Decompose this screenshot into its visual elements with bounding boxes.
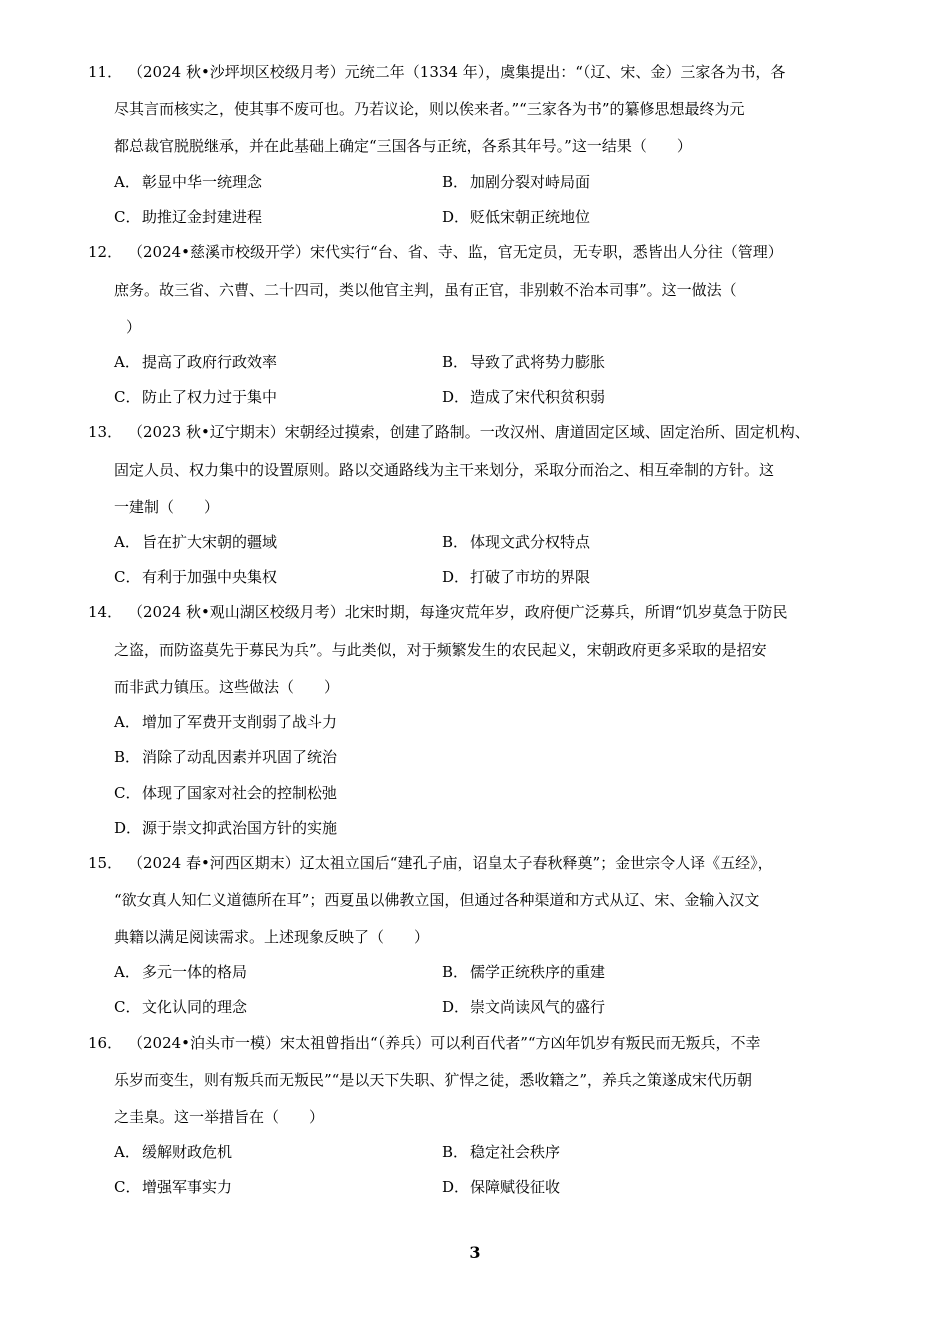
question-number: 11． [88,63,123,81]
option-b[interactable]: B． 稳定社会秩序 [442,1143,561,1161]
option-c[interactable]: C． 文化认同的理念 [114,998,248,1016]
question-text-line: （2024 秋•观山湖区校级月考）北宋时期，每逢灾荒年岁，政府便广泛募兵，所谓“饥岁莫急于防民 [128,603,788,621]
question-number: 13． [88,423,123,441]
question-text-line: （2024 春•河西区期末）辽太祖立国后“建孔子庙，诏皇太子春秋释奠”；金世宗令人译《五经》， [128,854,773,872]
option-d[interactable]: D．打破了市坊的界限 [442,568,591,586]
page-number: 3 [469,1243,481,1262]
option-b[interactable]: B． 导致了武将势力膨胀 [442,353,606,371]
option-a[interactable]: A． 旨在扩大宋朝的疆域 [114,533,278,551]
question-text-line: （2024•泊头市一模）宋太祖曾指出“（养兵）可以利百代者”“方凶年饥岁有叛民而无叛兵，不幸 [128,1034,761,1052]
option-c[interactable]: C． 增强军事实力 [114,1178,233,1196]
option-a[interactable]: A． 提高了政府行政效率 [114,353,278,371]
question-text-line: （2024 秋•沙坪坝区校级月考）元统二年（1334 年），虞集提出：“（辽、宋、金）三家各为书，各 [128,63,786,81]
question-number: 12． [88,243,123,261]
option-d[interactable]: D．造成了宋代积贫积弱 [442,388,606,406]
question-number: 15． [88,854,123,872]
question-number: 14． [88,603,123,621]
question-number: 16． [88,1034,123,1052]
question-text-line: （2024•慈溪市校级开学）宋代实行“台、省、寺、监，官无定员，无专职，悉皆出人分往（管理） [128,243,783,261]
option-d[interactable]: D．保障赋役征收 [442,1178,561,1196]
question-text-line: 乐岁而变生，则有叛兵而无叛民”“是以天下失职、犷悍之徒，悉收籍之”，养兵之策遂成宋代历朝 [114,1071,753,1089]
option-c[interactable]: C． 体现了国家对社会的控制松弛 [114,784,338,802]
option-c[interactable]: C． 防止了权力过于集中 [114,388,278,406]
question-text-line: 而非武力镇压。这些做法（ ） [114,678,340,696]
option-b[interactable]: B． 儒学正统秩序的重建 [442,963,606,981]
option-a[interactable]: A． 缓解财政危机 [114,1143,233,1161]
option-c[interactable]: C． 助推辽金封建进程 [114,208,263,226]
question-text-line: 庶务。故三省、六曹、二十四司，类以他官主判，虽有正官，非别敕不治本司事”。这一做法（ [114,281,737,299]
option-b[interactable]: B． 消除了动乱因素并巩固了统治 [114,748,338,766]
question-text-line: （2023 秋•辽宁期末）宋朝经过摸索，创建了路制。一改汉州、唐道固定区域、固定治所、固定机构、 [128,423,810,441]
option-a[interactable]: A． 增加了军费开支削弱了战斗力 [114,713,338,731]
option-d[interactable]: D．源于崇文抑武治国方针的实施 [114,819,338,837]
option-b[interactable]: B． 体现文武分权特点 [442,533,591,551]
option-c[interactable]: C． 有利于加强中央集权 [114,568,278,586]
question-text-line: 固定人员、权力集中的设置原则。路以交通路线为主干来划分，采取分而治之、相互牵制的方针。这 [114,461,775,479]
option-a[interactable]: A． 彰显中华一统理念 [114,173,263,191]
question-text-line: 一建制（ ） [114,498,220,516]
question-text-line: ） [126,318,142,336]
option-b[interactable]: B． 加剧分裂对峙局面 [442,173,591,191]
option-d[interactable]: D．贬低宋朝正统地位 [442,208,591,226]
question-text-line: “欲女真人知仁义道德所在耳”；西夏虽以佛教立国，但通过各种渠道和方式从辽、宋、金输入汉文 [114,891,760,909]
question-text-line: 之圭臬。这一举措旨在（ ） [114,1108,325,1126]
question-text-line: 典籍以满足阅读需求。上述现象反映了（ ） [114,928,430,946]
option-a[interactable]: A． 多元一体的格局 [114,963,248,981]
question-text-line: 尽其言而核实之，使其事不废可也。乃若议论，则以俟来者。”“三家各为书”的纂修思想最终为元 [114,100,745,118]
question-text-line: 都总裁官脱脱继承，并在此基础上确定“三国各与正统，各系其年号。”这一结果（ ） [114,137,692,155]
option-d[interactable]: D．崇文尚读风气的盛行 [442,998,606,1016]
question-text-line: 之盗，而防盗莫先于募民为兵”。与此类似，对于频繁发生的农民起义，宋朝政府更多采取的是招安 [114,641,767,659]
